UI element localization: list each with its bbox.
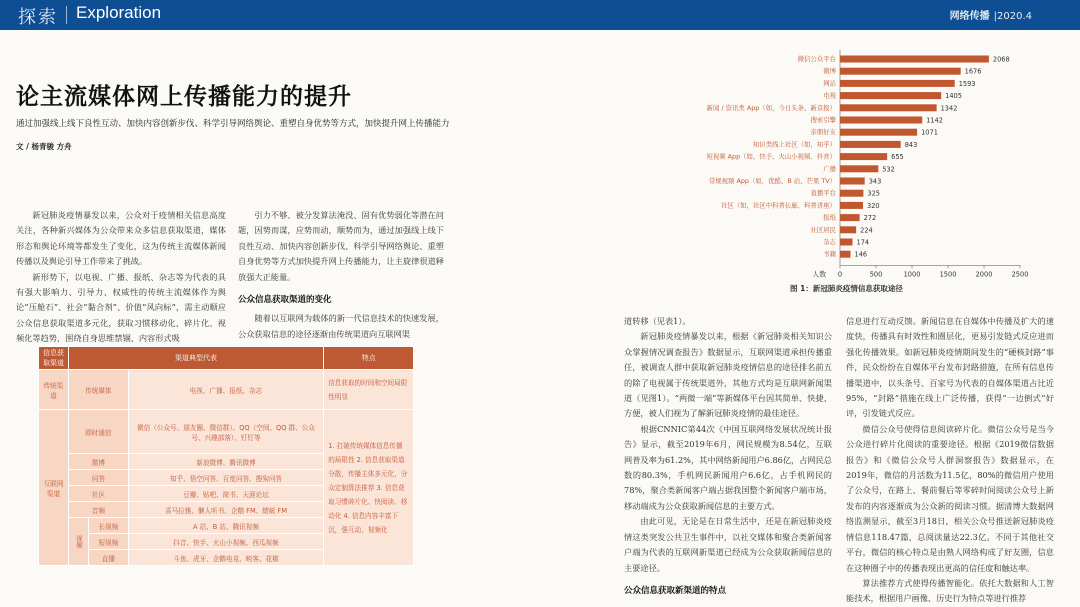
table-header: 特点 (324, 347, 414, 370)
category-label: 微信公众平台 (797, 55, 836, 63)
bar (840, 92, 941, 99)
paragraph: 新冠肺炎疫情暴发以来，根据《新冠肺炎相关知识公众掌握情况调查报告》数据显示，互联网渠道承担传播重任，被调查人群中获取新冠肺炎疫情信息的途径排名前五的除了电视属于传统渠道外，其他方式均是互联网新闻渠道（见图1）。“两微一端”等新媒体平台因其简单、快捷、方便，被人们视为了解新冠肺炎疫情的最佳途径。 (624, 331, 832, 419)
category-label: 杂志 (823, 238, 836, 246)
paragraph: 新形势下，以电视、广播、报纸、杂志等为代表的具有强大影响力、引导力、权威性的传统主流媒体作为舆论“压舱石”、社会“黏合剂”、价值“风向标”，需主动顺应公众信息获取渠道多元化，获取习惯移动化、碎片化、视频化等趋势，围绕自身思维禁锢、内容形式吸 (16, 271, 226, 344)
category-label: 网站 (823, 79, 836, 88)
x-tick-label: 500 (869, 270, 883, 279)
note-cell: 信息获取的时间和空间局限性明显 (324, 370, 414, 410)
bar (840, 214, 860, 221)
x-axis-label: 人数 (812, 270, 826, 279)
paragraph: 由此可见，无论是在日常生活中，还是在新冠肺炎疫情这类突发公共卫生事件中，以社交媒体和聚合类新闻客户端为代表的互联网新渠道已经成为公众获取新闻信息的主要途径。 (624, 516, 832, 573)
bar (840, 178, 865, 185)
paragraph: 引力不够、被分发算法淹没、固有优势弱化等潜在问题，因势而谋，应势而动，顺势而为，通过加强线上线下良性互动、加快内容创新步伐、科学引导网络舆论、重塑自身优势等方式加快提升网上传播能力，让主旋律很道释放强大正能量。 (238, 210, 444, 282)
category-label: 报纸 (823, 213, 836, 222)
body-column-2 (238, 208, 444, 342)
data-label: 2068 (992, 55, 1010, 64)
article-author: 文 / 杨青骏 方舟 (16, 142, 72, 151)
category-label: 知识类线上社区（如，知乎） (752, 140, 836, 149)
data-label: 1071 (921, 128, 938, 137)
data-label: 325 (867, 189, 880, 198)
top-banner (0, 0, 1080, 30)
bar (840, 226, 856, 233)
data-label: 1342 (940, 104, 958, 113)
examples-cell: 喜马拉雅、懒人听书、企鹅 FM、蜻蜓 FM (128, 502, 323, 518)
examples-cell: 斗鱼、虎牙、企鹅电竞、映客、花椒 (128, 550, 323, 566)
data-label: 532 (882, 165, 895, 174)
bar (840, 117, 922, 124)
table-row (39, 410, 414, 454)
x-tick-label: 0 (837, 270, 843, 279)
category-label: 亲朋好友 (810, 128, 836, 137)
section-heading: 公众信息获取渠道的变化 (238, 295, 332, 306)
category-label: 社区居民 (810, 225, 836, 234)
x-tick-label: 2500 (1011, 270, 1029, 279)
examples-cell: 新浪微博、腾讯微博 (128, 454, 323, 470)
examples-cell: A 站、B 站、腾讯视频 (128, 518, 323, 534)
category-label: 短视频 App（如，快手、火山小视频、抖音） (706, 152, 836, 161)
examples-cell: 电视、广播、报纸、杂志 (128, 370, 323, 410)
type-cell: 直播 (88, 550, 128, 566)
x-tick-label: 1000 (903, 270, 921, 279)
examples-cell: 抖音、快手、火山小视频、西瓜视频 (128, 534, 323, 550)
note-cell: 1. 打破传统媒体信息传播的局限性 2. 信息获取渠道分散，传播主体多元化，分众定制算法推荐 3. 信息获取习惯碎片化、快阅读、移动化 4. 信息内容丰富下沉，强互动，视频化 (324, 410, 414, 566)
section-name-en: Exploration (76, 3, 162, 22)
body-column-3 (624, 314, 832, 602)
section-divider (66, 6, 67, 24)
paragraph: 根据CNNIC第44次《中国互联网络发展状况统计报告》显示，截至2019年6月，网民规模为8.54亿，互联网普及率为61.2%，其中网络新闻用户6.86亿，占网民总数的80.3%，手机网民新闻用户6.6亿，占手机网民的78%，聚合类新闻客户端占据我国整个新闻客户端市场，移动端成为公众获取新闻信息的主要方式。 (624, 423, 832, 511)
info-sources-bar-chart (640, 42, 1040, 302)
bar (840, 129, 917, 136)
bar (840, 165, 878, 172)
paragraph: 信息进行互动反馈。新闻信息在自媒体中传播及扩大的速度快，传播具有时效性和圈层化，更易引发链式反应进而强化传播效果。如新冠肺炎疫情期间发生的“硬核封路”事件，民众纷纷在自媒体平台发布封路措施，在所有信息传播渠道中，以头条号、百家号为代表的自媒体渠道占比近95%，“封路”措施在线上广泛传播，获得“一边倒式”好评，引发链式反应。 (846, 316, 1054, 419)
category-label: 常规视频 App（如，优酷、B 站、芒果 TV） (708, 177, 836, 185)
table-header: 信息获取渠道 (39, 347, 69, 370)
data-label: 843 (904, 140, 918, 149)
data-label: 272 (863, 214, 877, 223)
category-label: 微博 (823, 67, 836, 76)
bar (840, 190, 863, 197)
bar (840, 239, 853, 246)
paragraph: 道转移（见表1）。 (624, 316, 691, 326)
video-group-cell: 视频 (68, 518, 88, 566)
type-cell: 即时通信 (68, 410, 128, 454)
type-cell: 微博 (68, 454, 128, 470)
paragraph: 算法推荐方式使得传播智能化。依托大数据和人工智能技术，根据用户画像、历史行为特点等进行推荐 (846, 577, 1054, 604)
type-cell: 传统媒体 (68, 370, 128, 410)
table-header-row (39, 347, 414, 370)
data-label: 146 (854, 250, 868, 259)
examples-cell: 豆瓣、贴吧、简书、天涯论坛 (128, 486, 323, 502)
type-cell: 问答 (68, 470, 128, 486)
group-cell: 互联网渠道 (39, 410, 69, 566)
chart-caption (790, 283, 906, 294)
data-label: 224 (860, 226, 873, 235)
body-column-4 (846, 314, 1054, 607)
bar (840, 56, 989, 63)
category-label: 搜索引擎 (810, 116, 836, 124)
category-label: 广播 (823, 164, 836, 173)
bar (840, 202, 863, 209)
bar (840, 251, 851, 258)
bar (840, 80, 955, 87)
data-label: 655 (891, 153, 904, 162)
category-label: 直播平台 (810, 189, 836, 198)
bar (840, 153, 887, 160)
data-label: 1593 (958, 79, 976, 88)
table-header: 渠道典型代表 (68, 347, 323, 370)
data-label: 1405 (945, 92, 962, 101)
section-name-cn: 探索 (18, 7, 58, 28)
type-cell: 短视频 (88, 534, 128, 550)
paragraph: 随着以互联网为载体的新一代信息技术的快速发展，公众获取信息的途径逐渐由传统渠道向互联网渠 (238, 313, 444, 339)
type-cell: 社区 (68, 486, 128, 502)
body-column-1 (16, 208, 226, 347)
data-label: 174 (856, 238, 870, 247)
chart-title: 图 1：新冠肺炎疫情信息获取途径 (790, 284, 903, 293)
channels-table (38, 346, 414, 566)
data-label: 1142 (926, 116, 944, 125)
paragraph: 微信公众号使得信息阅读碎片化。微信公众号是当今公众进行碎片化阅读的重要途径。根据《2019微信数据报告》和《微信公众号人群洞察报告》数据显示，在2019年，微信的月活数为11.5亿，80%的微信用户使用了公众号，在路上、餐前餐后等零碎时间阅读公众号上新发布的内容逐渐成为公众新的阅读习惯。据清博大数据网络监测显示，截至3月18日，相关公众号推送新冠肺炎疫情信息118.47篇，总阅读量达22.3亿。不同于其他社交平台，微信的核心特点是由熟人网络构成了好友圈，信息在这种圈子中的传播表现出更高的信任度和触达率。 (846, 423, 1054, 573)
x-tick-label: 2000 (975, 270, 993, 279)
article-title: 论主流媒体网上传播能力的提升 (16, 84, 352, 110)
category-label: 书籍 (823, 250, 836, 259)
examples-cell: 微信（公众号、朋友圈、微信群）、QQ（空间、QQ 群、公众号、兴趣部落）、钉钉等 (128, 410, 323, 454)
examples-cell: 知乎、悟空问答、百度问答、搜狗问答 (128, 470, 323, 486)
magazine-name: 网络传播 (949, 11, 990, 22)
x-tick-label: 1500 (939, 270, 957, 279)
data-label: 1676 (964, 67, 982, 76)
paragraph: 新冠肺炎疫情暴发以来，公众对于疫情相关信息高度关注，各种新兴媒体为公众带来众多信息获取渠道，媒体形态和舆论环境等都发生了变化，这为传统主流媒体新闻传播以及舆论引导工作带来了挑战。 (16, 210, 226, 267)
data-label: 320 (867, 201, 880, 210)
article-subtitle: 通过加强线上线下良性互动、加快内容创新步伐、科学引导网络舆论、重塑自身优势等方式，加快提升网上传播能力 (16, 119, 450, 129)
magazine-issue: 网络传播 |2020.4 (949, 11, 1032, 22)
type-cell: 音频 (68, 502, 128, 518)
bar (840, 104, 937, 111)
category-label: 电视 (823, 91, 836, 100)
bar (840, 141, 901, 148)
type-cell: 长视频 (88, 518, 128, 534)
group-cell: 传统渠道 (39, 370, 69, 410)
bar (840, 68, 961, 75)
section-heading: 公众信息获取新渠道的特点 (624, 585, 727, 596)
table-row (39, 370, 414, 410)
category-label: 社区（如，社区中科普长廊、科普讲座） (720, 201, 836, 210)
data-label: 343 (868, 177, 882, 186)
issue-number: 2020.4 (997, 11, 1032, 22)
category-label: 新闻 / 资讯类 App（如，今日头条、新京报） (706, 103, 836, 112)
